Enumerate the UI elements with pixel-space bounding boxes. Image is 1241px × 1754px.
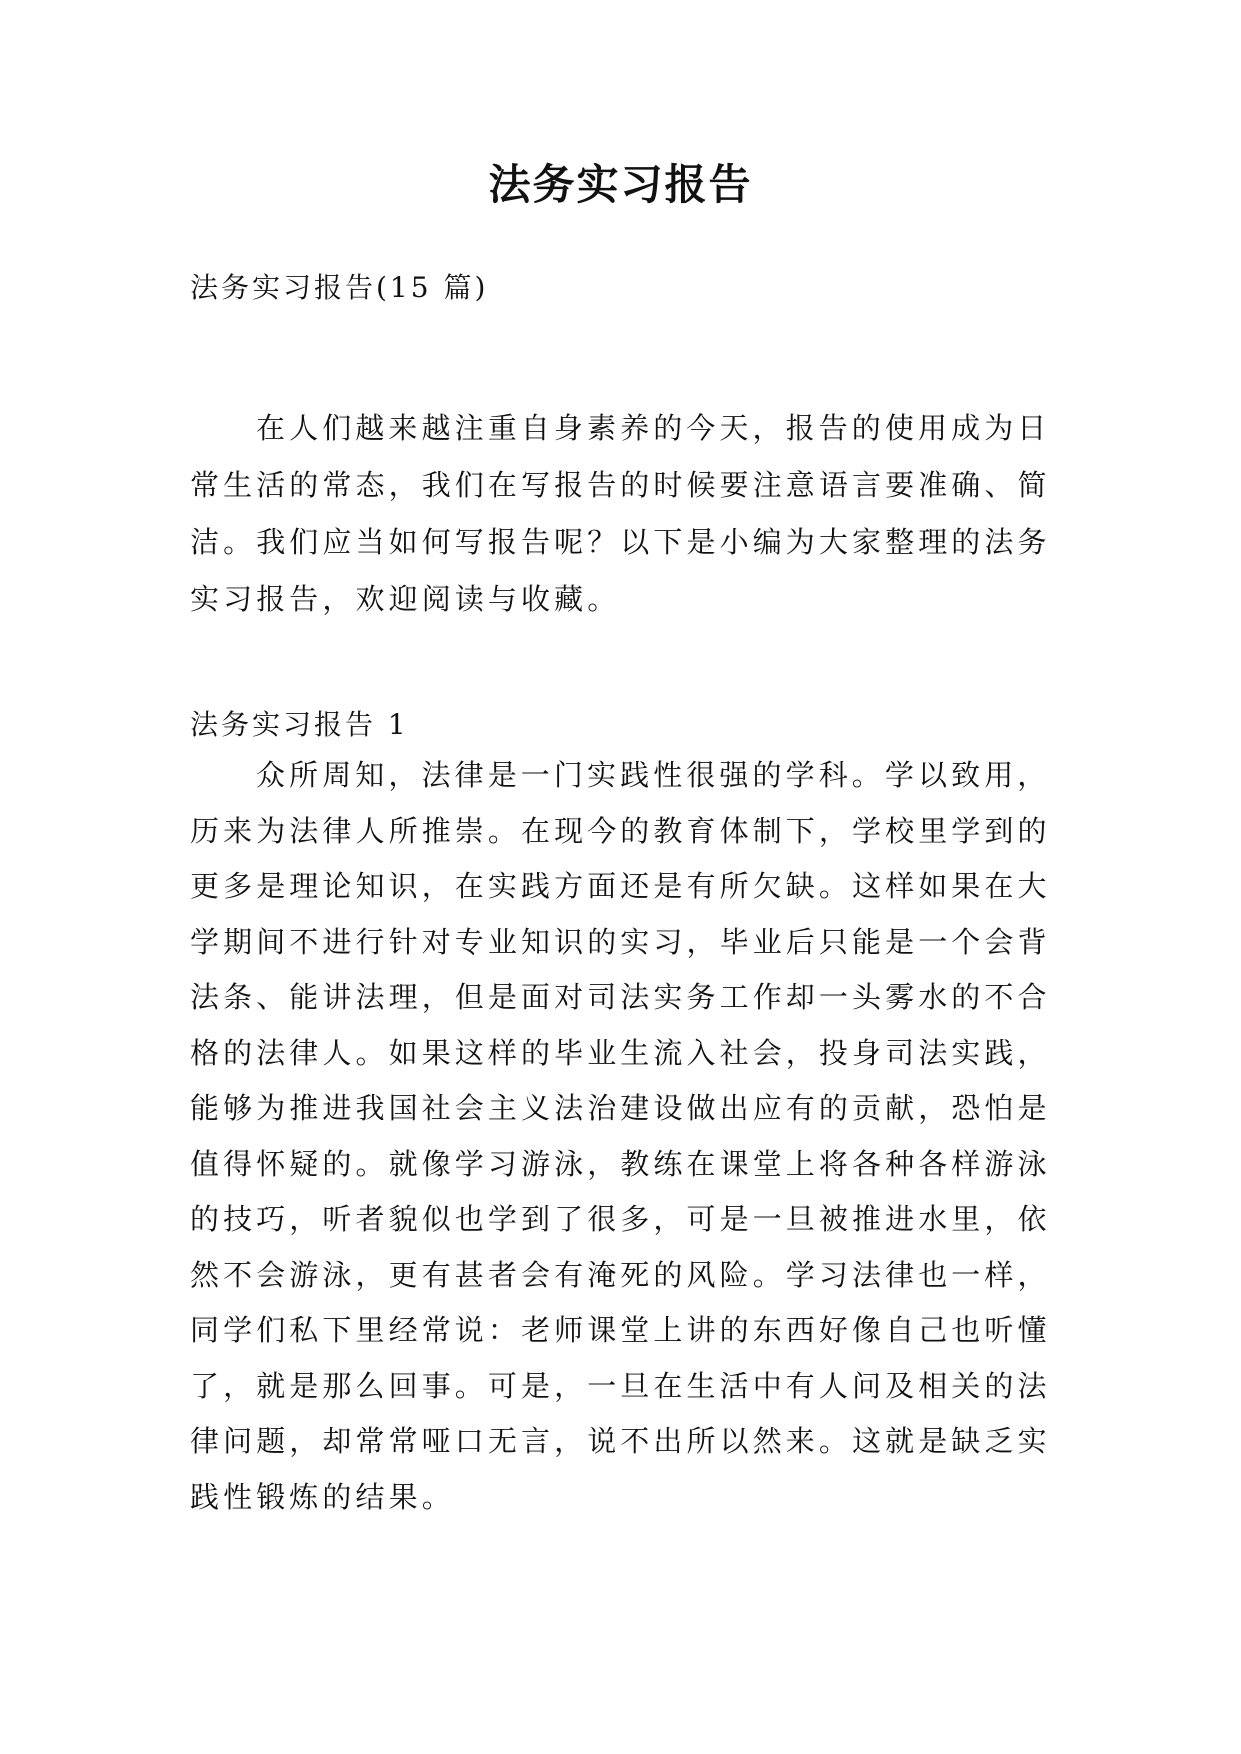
section-heading: 法务实习报告 1 [190, 708, 409, 741]
section-paragraph [190, 748, 1070, 1525]
paragraph-line: 法条、能讲法理，但是面对司法实务工作却一头雾水的不合 [190, 980, 1051, 1014]
paragraph-line: 更多是理论知识，在实践方面还是有所欠缺。这样如果在大 [190, 869, 1051, 903]
document-subtitle: 法务实习报告(15 篇) [190, 271, 489, 304]
paragraph-line: 常生活的常态，我们在写报告的时候要注意语言要准确、简 [190, 468, 1051, 502]
paragraph-line: 格的法律人。如果这样的毕业生流入社会，投身司法实践， [190, 1035, 1051, 1070]
paragraph-line: 学期间不进行针对专业知识的实习，毕业后只能是一个会背 [190, 924, 1051, 959]
paragraph-line: 了，就是那么回事。可是，一旦在生活中有人问及相关的法 [190, 1368, 1051, 1403]
paragraph-line: 践性锻炼的结果。 [190, 1479, 455, 1514]
paragraph-line: 同学们私下里经常说：老师课堂上讲的东西好像自己也听懂 [190, 1313, 1051, 1347]
paragraph-line: 律问题，却常常哑口无言，说不出所以然来。这就是缺乏实 [190, 1424, 1051, 1458]
paragraph-line: 历来为法律人所推崇。在现今的教育体制下，学校里学到的 [190, 813, 1051, 848]
paragraph-line: 众所周知，法律是一门实践性很强的学科。学以致用， [256, 758, 1051, 792]
document-title: 法务实习报告 [488, 160, 753, 209]
paragraph-line: 然不会游泳，更有甚者会有淹死的风险。学习法律也一样， [190, 1257, 1051, 1292]
paragraph-line: 能够为推进我国社会主义法治建设做出应有的贡献，恐怕是 [190, 1091, 1051, 1125]
paragraph-line: 洁。我们应当如何写报告呢？以下是小编为大家整理的法务 [190, 525, 1051, 559]
paragraph-line: 值得怀疑的。就像学习游泳，教练在课堂上将各种各样游泳 [190, 1146, 1051, 1181]
paragraph-line: 实习报告，欢迎阅读与收藏。 [190, 582, 621, 616]
paragraph-line: 在人们越来越注重自身素养的今天，报告的使用成为日 [256, 411, 1051, 445]
intro-paragraph [190, 400, 1070, 628]
paragraph-line: 的技巧，听者貌似也学到了很多，可是一旦被推进水里，依 [190, 1202, 1051, 1236]
